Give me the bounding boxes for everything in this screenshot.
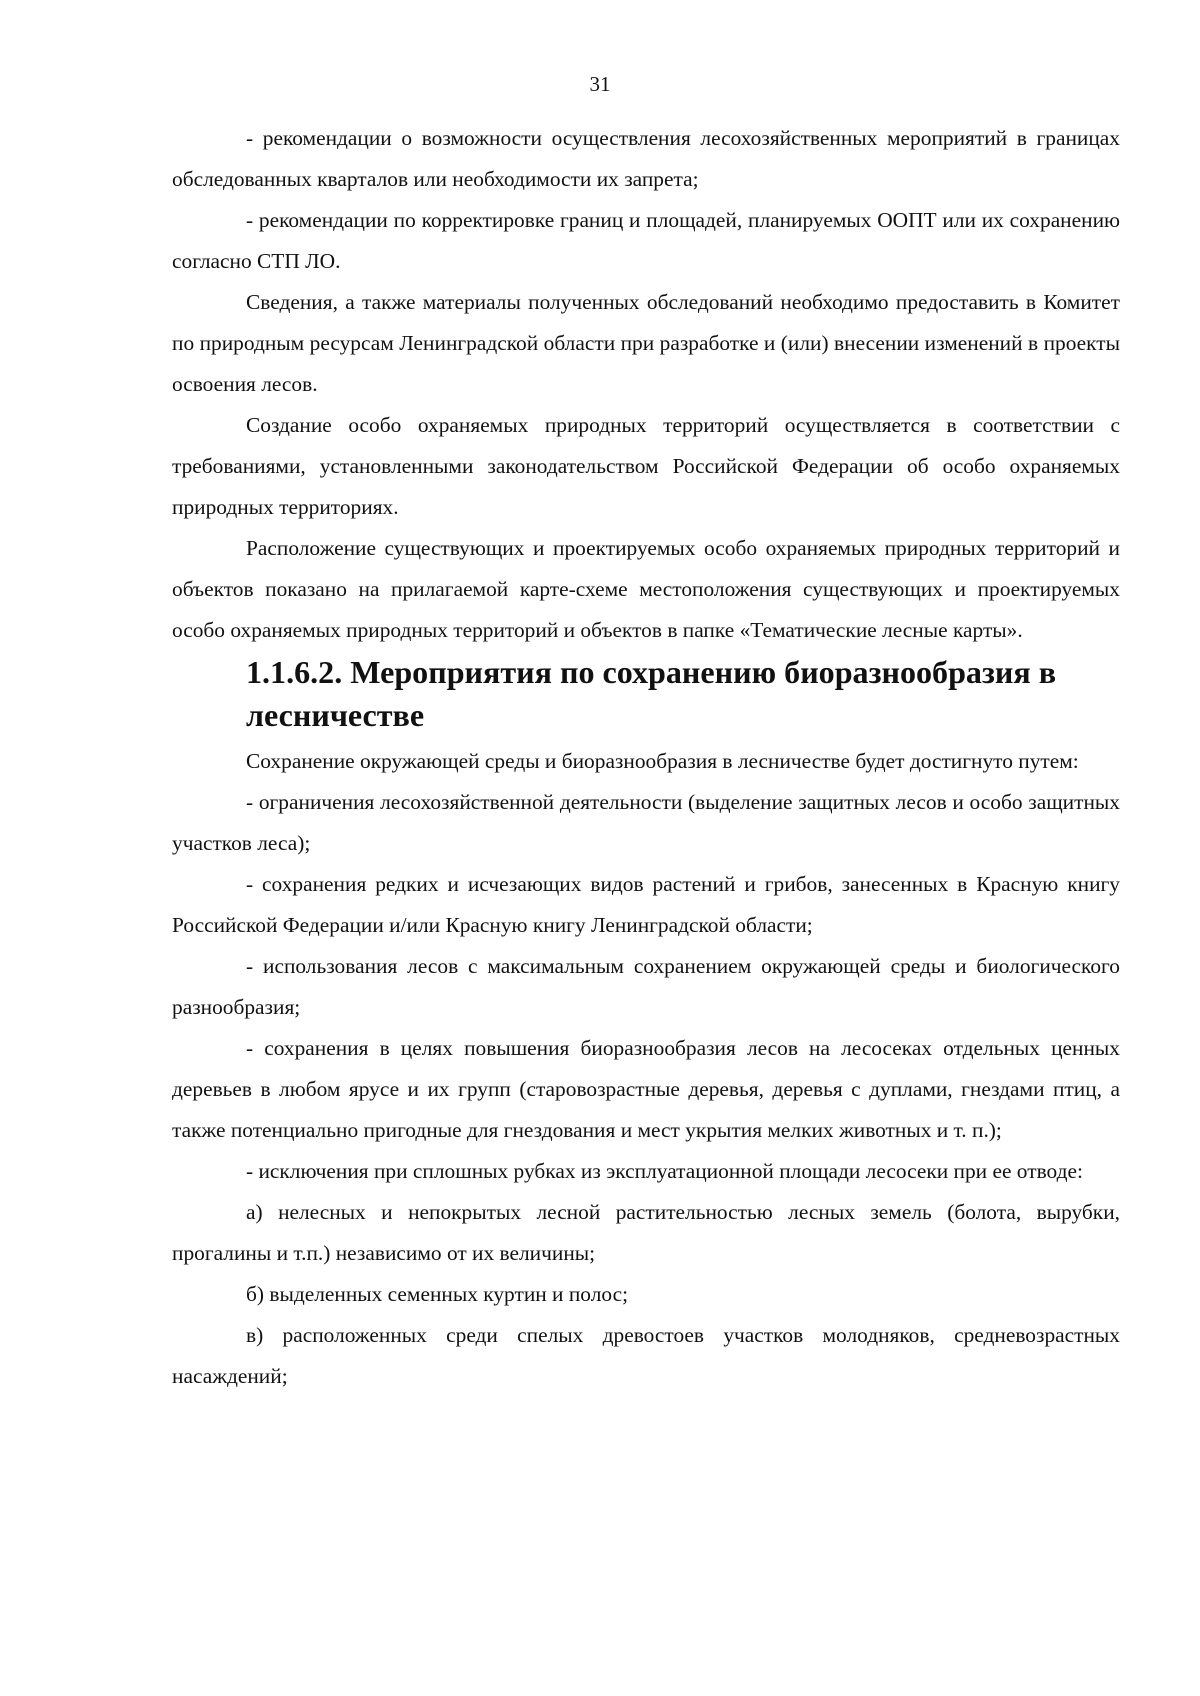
paragraph: - рекомендации по корректировке границ и площадей, планируемых ООПТ или их сохранению согласно СТП ЛО. <box>172 208 1120 273</box>
list-item: - использования лесов с максимальным сохранением окружающей среды и биологического разнообразия; <box>172 954 1120 1019</box>
document-body <box>172 118 1120 1397</box>
paragraph: Сведения, а также материалы полученных обследований необходимо предоставить в Комитет по природным ресурсам Ленинградской области при разработке и (или) внесении изменений в проекты освоения лесов. <box>172 290 1120 396</box>
sub-list-item: в) расположенных среди спелых древостоев участков молодняков, средневозрастных насаждений; <box>172 1323 1120 1388</box>
page-number: 31 <box>589 72 611 96</box>
list-item: - исключения при сплошных рубках из эксплуатационной площади лесосеки при ее отводе: <box>246 1159 1083 1183</box>
list-item: - сохранения в целях повышения биоразнообразия лесов на лесосеках отдельных ценных деревьев в любом ярусе и их групп (старовозрастные деревья, деревья с дуплами, гнездами птиц, а также потенциально пригодные для гнездования и мест укрытия мелких животных и т. п.); <box>172 1036 1120 1142</box>
paragraph: Создание особо охраняемых природных территорий осуществляется в соответствии с требованиями, установленными законодательством Российской Федерации об особо охраняемых природных территориях. <box>172 413 1120 519</box>
sub-list-item: а) нелесных и непокрытых лесной растительностью лесных земель (болота, вырубки, прогалины и т.п.) независимо от их величины; <box>172 1200 1120 1265</box>
paragraph: Расположение существующих и проектируемых особо охраняемых природных территорий и объектов показано на прилагаемой карте-схеме местоположения существующих и проектируемых особо охраняемых природных территорий и объектов в папке «Тематические лесные карты». <box>172 536 1120 642</box>
list-item: - сохранения редких и исчезающих видов растений и грибов, занесенных в Красную книгу Российской Федерации и/или Красную книгу Ленинградской области; <box>172 872 1120 937</box>
list-item: - ограничения лесохозяйственной деятельности (выделение защитных лесов и особо защитных участков леса); <box>172 790 1120 855</box>
paragraph: Сохранение окружающей среды и биоразнообразия в лесничестве будет достигнуто путем: <box>246 749 1079 773</box>
section-heading: 1.1.6.2. Мероприятия по сохранению биоразнообразия в лесничестве <box>246 654 1057 733</box>
sub-list-item: б) выделенных семенных куртин и полос; <box>246 1282 629 1306</box>
paragraph: - рекомендации о возможности осуществления лесохозяйственных мероприятий в границах обследованных кварталов или необходимости их запрета; <box>172 126 1120 191</box>
